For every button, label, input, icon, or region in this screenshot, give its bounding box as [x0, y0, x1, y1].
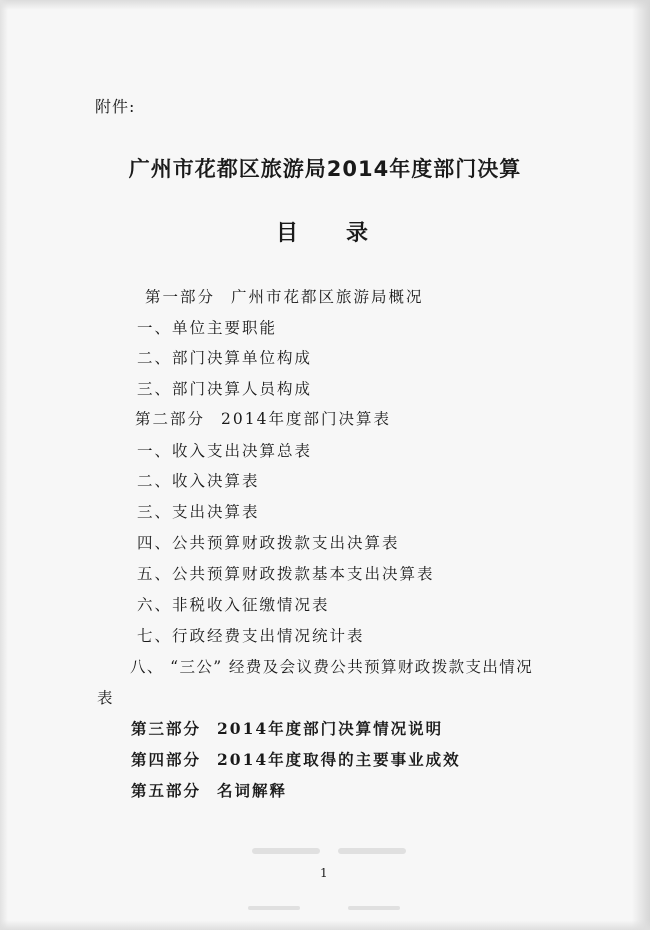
toc-part-4-title: 2014年度取得的主要事业成效: [217, 750, 461, 769]
toc-item-continuation: 表: [97, 689, 115, 707]
scan-edge-right: [632, 0, 650, 930]
scan-smudge: [348, 906, 400, 910]
toc-part-1-label: 第一部分: [145, 288, 216, 306]
toc-item: 二、部门决算单位构成: [137, 349, 313, 367]
toc-part-3: [131, 717, 443, 739]
scan-edge-top: [0, 0, 650, 10]
toc-part-5: [131, 779, 287, 801]
toc-part-5-label: 第五部分: [131, 781, 202, 800]
toc-part-2: [135, 407, 391, 429]
toc-item: 三、部门决算人员构成: [137, 380, 313, 398]
scan-edge-left: [0, 0, 8, 930]
scan-smudge: [338, 848, 406, 854]
toc-item: 四、公共预算财政拨款支出决算表: [137, 534, 400, 552]
toc-item: 七、行政经费支出情况统计表: [137, 627, 365, 645]
document-title: 广州市花都区旅游局2014年度部门决算: [128, 157, 522, 181]
toc-item: 二、收入决算表: [137, 472, 260, 490]
toc-part-2-label: 第二部分: [135, 410, 206, 428]
page-number: 1: [320, 866, 328, 880]
toc-part-4: [131, 748, 461, 770]
toc-item: 八、 “三公” 经费及会议费公共预算财政拨款支出情况: [130, 658, 534, 676]
toc-item: 三、支出决算表: [137, 503, 260, 521]
toc-part-2-title: 2014年度部门决算表: [221, 410, 391, 428]
toc-heading: [276, 216, 368, 247]
scan-edge-bottom: [0, 920, 650, 930]
toc-part-1: [145, 285, 424, 307]
toc-item: 六、非税收入征缴情况表: [137, 596, 330, 614]
toc-part-3-title: 2014年度部门决算情况说明: [217, 719, 444, 738]
toc-heading-char-2: 录: [346, 221, 369, 246]
toc-heading-char-1: 目: [276, 221, 299, 246]
toc-item: 一、收入支出决算总表: [137, 442, 313, 460]
toc-item: 一、单位主要职能: [137, 319, 278, 337]
toc-part-1-title: 广州市花都区旅游局概况: [231, 288, 424, 306]
toc-part-5-title: 名词解释: [217, 781, 288, 800]
toc-item: 五、公共预算财政拨款基本支出决算表: [137, 565, 435, 583]
attachment-label: 附件:: [95, 97, 136, 116]
toc-part-4-label: 第四部分: [131, 750, 202, 769]
scan-smudge: [248, 906, 300, 910]
scan-smudge: [252, 848, 320, 854]
toc-part-3-label: 第三部分: [131, 719, 202, 738]
